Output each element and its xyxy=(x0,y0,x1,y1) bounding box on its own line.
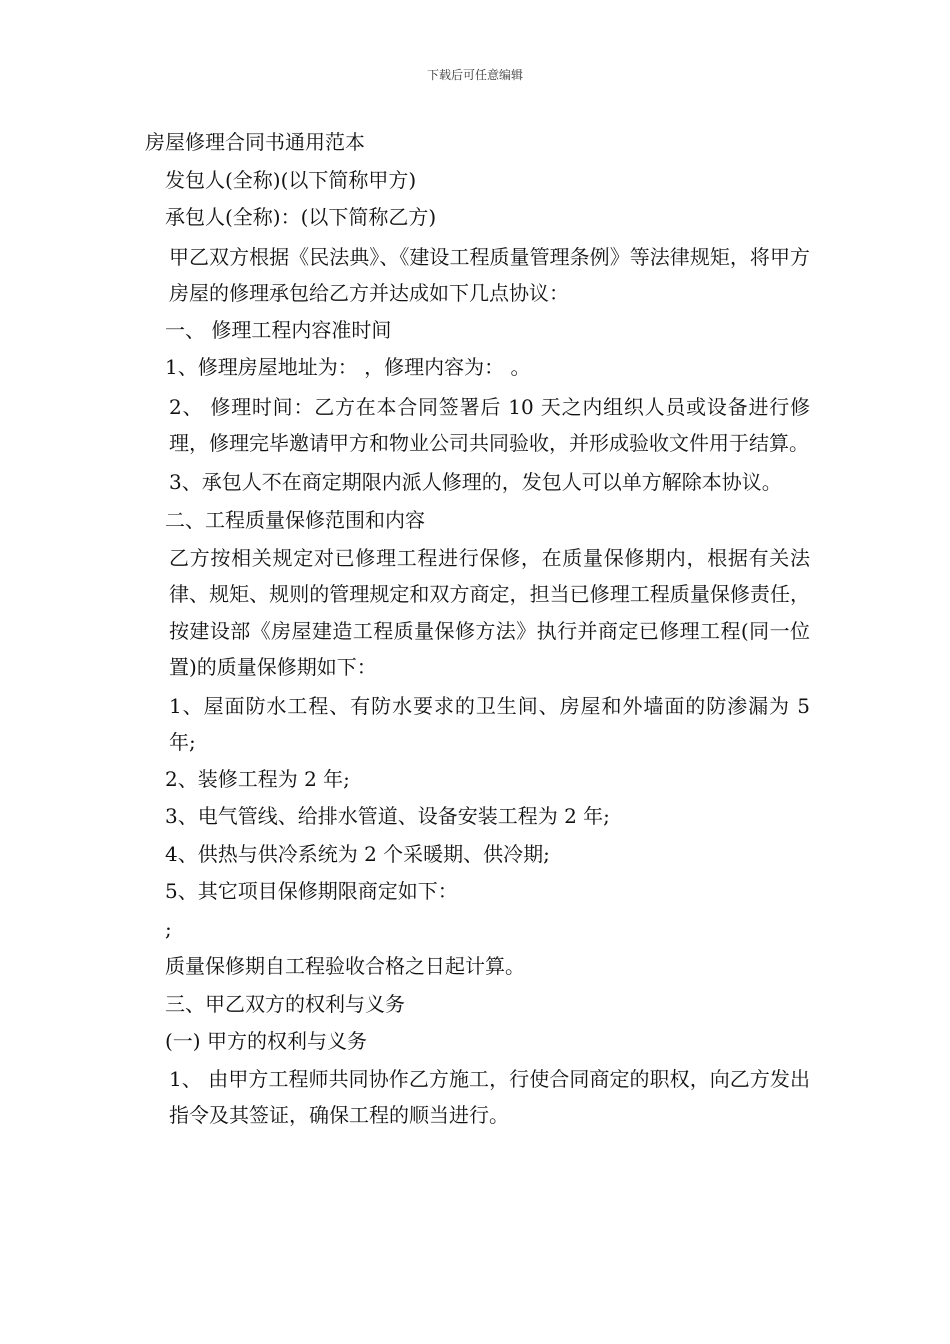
document-body xyxy=(145,124,810,1134)
section2-intro: 乙方按相关规定对已修理工程进行保修，在质量保修期内，根据有关法律、规矩、规则的管理规定和双方商定，担当已修理工程质量保修责任，按建设部《房屋建造工程质量保修方法》执行并商定已修理工程(同一位置)的质量保修期如下： xyxy=(169,545,810,679)
section2-item5: 5、其它项目保修期限商定如下： xyxy=(165,879,458,903)
page-header: 下载后可任意编辑 xyxy=(426,68,523,82)
section2-heading: 二、工程质量保修范围和内容 xyxy=(165,508,425,532)
section1-item3: 3、承包人不在商定期限内派人修理的，发包人可以单方解除本协议。 xyxy=(169,469,782,494)
section2-item4: 4、供热与供冷系统为 2 个采暖期、供冷期; xyxy=(165,841,550,866)
section2-item2: 2、装修工程为 2 年; xyxy=(165,766,350,791)
section1-item1: 1、修理房屋地址为： ，修理内容为： 。 xyxy=(165,355,531,379)
party-b-line: 承包人(全称)：(以下简称乙方) xyxy=(165,205,437,229)
section1-item2: 2、 修理时间：乙方在本合同签署后 10 天之内组织人员或设备进行修理，修理完毕邀请甲方和物业公司共同验收，并形成验收文件用于结算。 xyxy=(169,394,810,455)
party-a-line: 发包人(全称)(以下简称甲方) xyxy=(165,167,417,192)
document-title: 房屋修理合同书通用范本 xyxy=(145,130,365,154)
section1-heading: 一、 修理工程内容准时间 xyxy=(165,317,392,342)
section2-note: 质量保修期自工程验收合格之日起计算。 xyxy=(165,954,525,978)
section3-heading: 三、甲乙双方的权利与义务 xyxy=(165,991,405,1016)
section2-item1: 1、屋面防水工程、有防水要求的卫生间、房屋和外墙面的防渗漏为 5 年; xyxy=(169,693,810,754)
section3-sub1-heading: (一) 甲方的权利与义务 xyxy=(165,1029,367,1053)
section2-item6: ; xyxy=(165,916,172,941)
intro-paragraph: 甲乙双方根据《民法典》、《建设工程质量管理条例》等法律规矩，将甲方房屋的修理承包给乙方并达成如下几点协议： xyxy=(169,244,810,305)
section2-item3: 3、电气管线、给排水管道、设备安装工程为 2 年; xyxy=(165,804,610,828)
section3-sub1-item1: 1、 由甲方工程师共同协作乙方施工，行使合同商定的职权，向乙方发出指令及其签证，确保工程的顺当进行。 xyxy=(169,1066,810,1127)
